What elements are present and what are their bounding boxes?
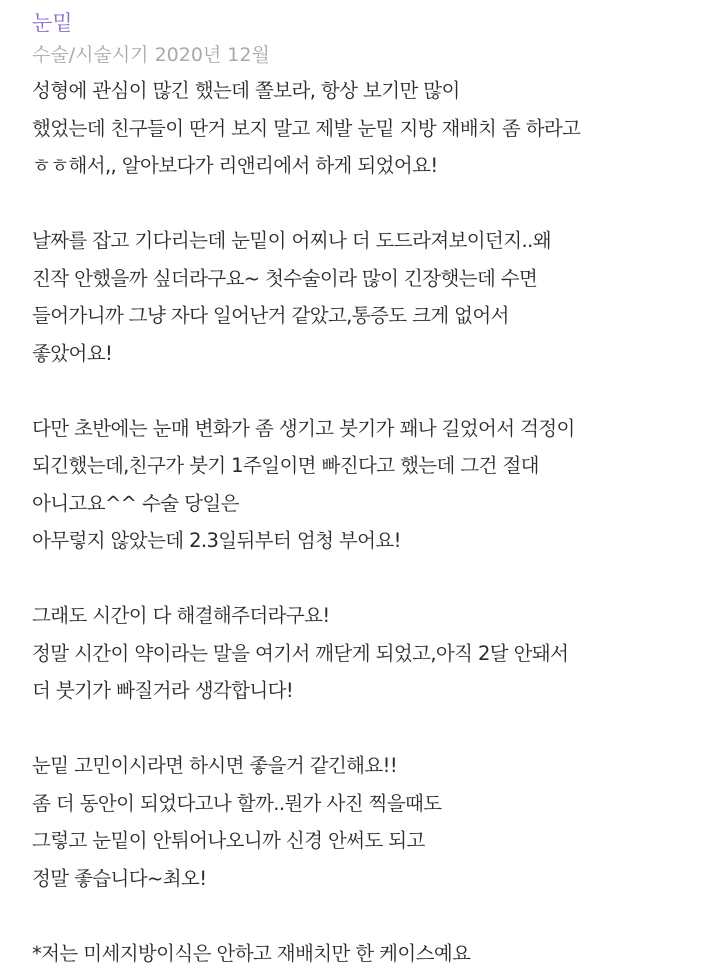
paragraph-gap — [32, 897, 681, 935]
review-line: 더 붓기가 빠질거라 생각합니다! — [32, 679, 294, 702]
review-line: 성형에 관심이 많긴 했는데 쫄보라, 항상 보기만 많이 — [32, 79, 460, 102]
category-title: 눈밑 — [32, 11, 73, 35]
paragraph-gap — [32, 710, 681, 748]
review-line: 아무렇지 않았는데 2.3일뒤부터 엄청 부어요! — [32, 529, 401, 552]
review-line: 했었는데 친구들이 딴거 보지 말고 제발 눈밑 지방 재배치 좀 하라고 — [32, 116, 581, 140]
surgery-date: 수술/시술시기 2020년 12월 — [32, 44, 270, 66]
review-line: 아니고요^^ 수술 당일은 — [32, 491, 239, 515]
paragraph-gap — [32, 372, 681, 410]
review-line: 들어가니까 그냥 자다 일어난거 같았고,통증도 크게 없어서 — [32, 304, 509, 327]
review-body — [32, 72, 681, 972]
review-line: 되긴했는데,친구가 붓기 1주일이면 빠진다고 했는데 그건 절대 — [32, 454, 539, 477]
review-line: 좀 더 동안이 되었다고나 할까..뭔가 사진 찍을때도 — [32, 791, 442, 815]
paragraph-gap — [32, 560, 681, 598]
paragraph-gap — [32, 185, 681, 223]
review-line: 그래도 시간이 다 해결해주더라구요! — [32, 604, 330, 627]
review-line: 정말 시간이 약이라는 말을 여기서 깨닫게 되었고,아직 2달 안돼서 — [32, 641, 569, 665]
review-line: 다만 초반에는 눈매 변화가 좀 생기고 붓기가 꽤나 길었어서 걱정이 — [32, 416, 575, 440]
review-line: 정말 좋습니다~최오! — [32, 866, 207, 890]
review-line: 그렇고 눈밑이 안튀어나오니까 신경 안써도 되고 — [32, 829, 425, 852]
review-line: ㅎㅎ해서,, 알아보다가 리앤리에서 하게 되었어요! — [32, 154, 438, 177]
review-line: 좋았어요! — [32, 341, 113, 365]
review-line: 날짜를 잡고 기다리는데 눈밑이 어찌나 더 도드라져보이던지..왜 — [32, 229, 551, 252]
review-line: 눈밑 고민이시라면 하시면 좋을거 같긴해요!! — [32, 754, 398, 777]
review-line: 진작 안했을까 싶더라구요~ 첫수술이라 많이 긴장햇는데 수면 — [32, 266, 538, 290]
review-footnote: *저는 미세지방이식은 안하고 재배치만 한 케이스예요 — [32, 941, 471, 965]
